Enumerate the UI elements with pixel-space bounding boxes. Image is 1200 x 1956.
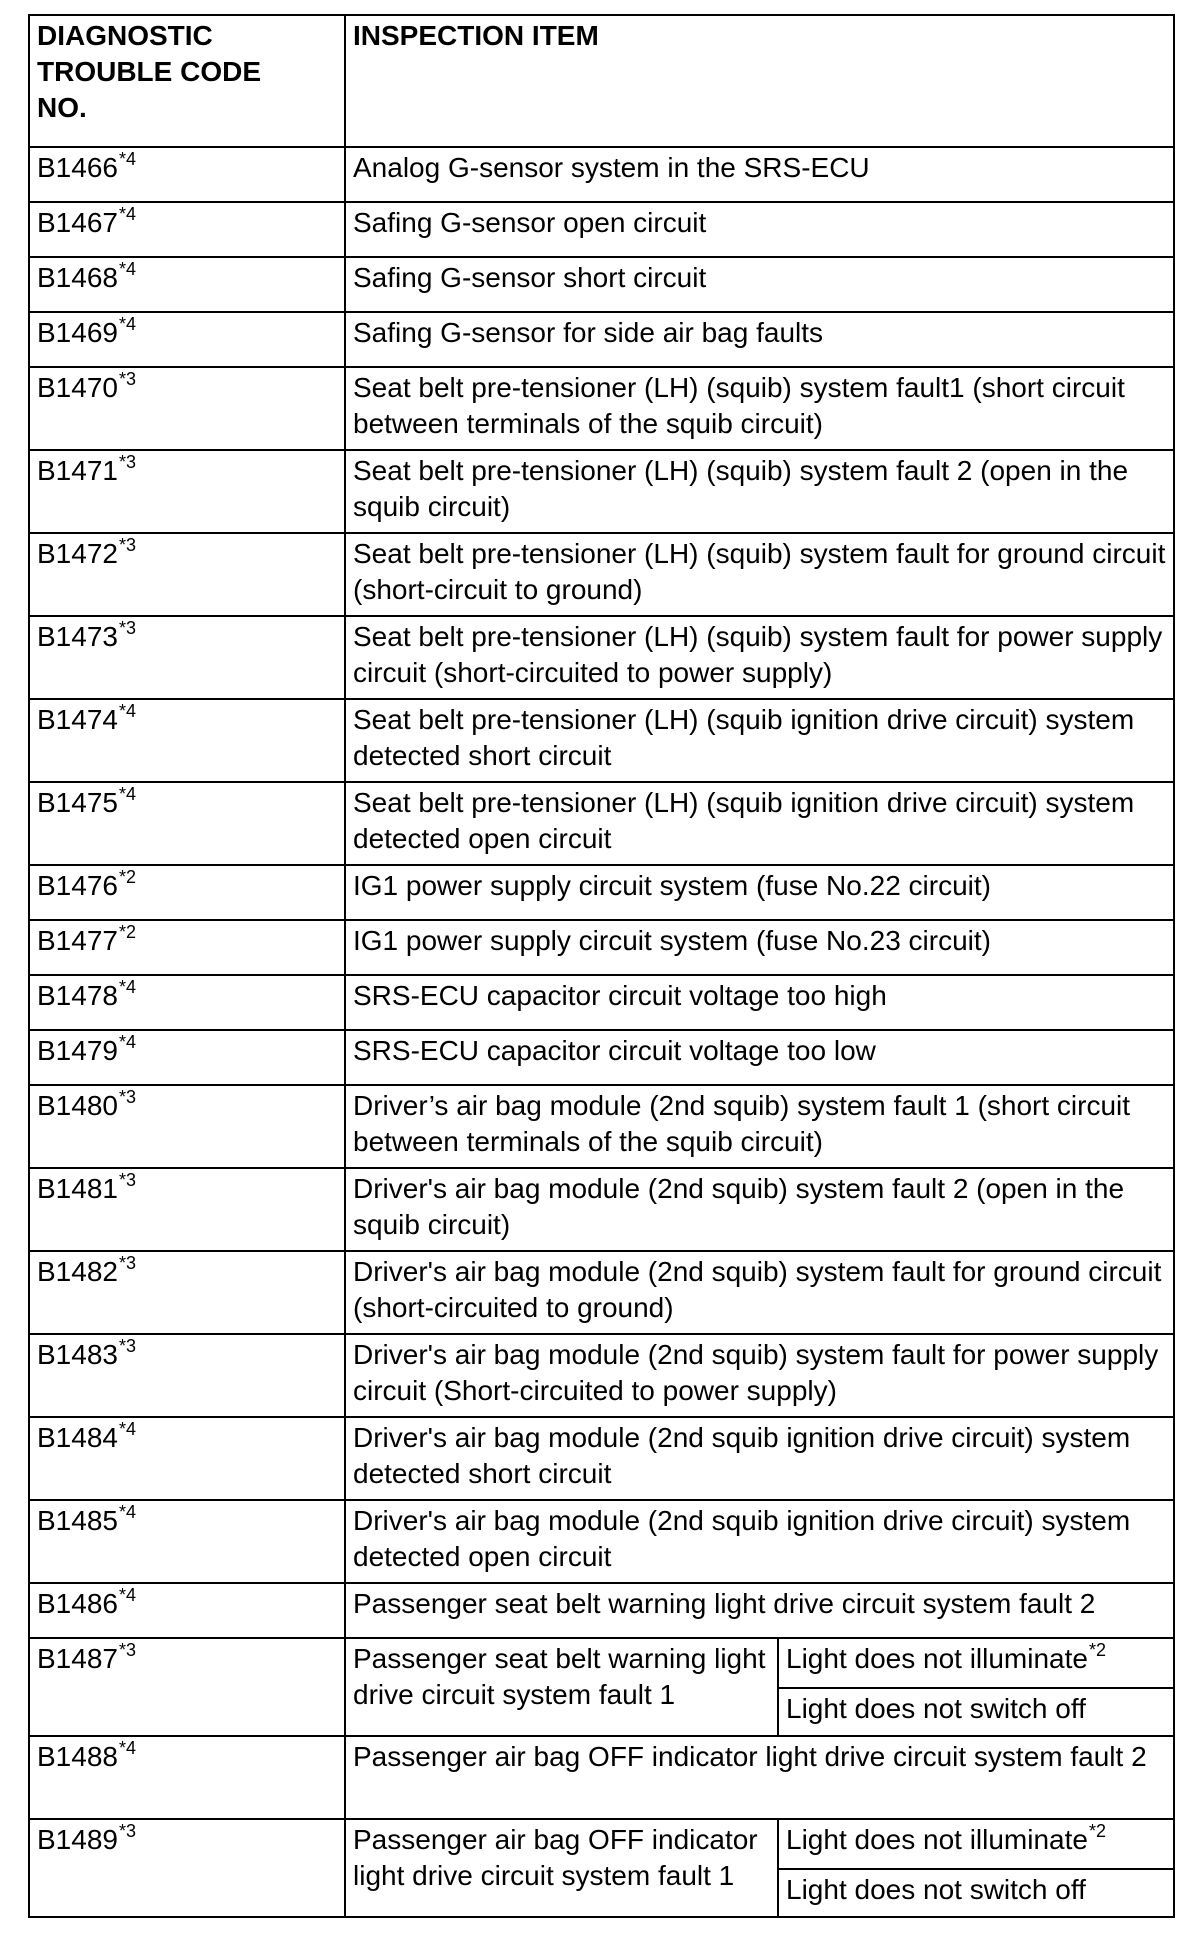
- inspection-item: Safing G-sensor for side air bag faults: [345, 312, 1174, 367]
- table-row: [29, 257, 1174, 312]
- inspection-item: Analog G-sensor system in the SRS-ECU: [345, 147, 1174, 202]
- dtc-code: B1483: [37, 1339, 118, 1370]
- table-row: [29, 1030, 1174, 1085]
- dtc-code: B1487: [37, 1643, 118, 1674]
- inspection-item: Safing G-sensor open circuit: [345, 202, 1174, 257]
- table-row: [29, 1819, 1174, 1869]
- inspection-item: Passenger seat belt warning light drive circuit system fault 2: [345, 1583, 1174, 1638]
- table-row: [29, 1334, 1174, 1417]
- dtc-note: *3: [118, 1336, 136, 1356]
- dtc-note: *3: [118, 535, 136, 555]
- sub-condition-text: Light does not illuminate: [786, 1824, 1088, 1855]
- inspection-item: Seat belt pre-tensioner (LH) (squib) system fault for ground circuit (short-circuit to ground): [345, 533, 1174, 616]
- dtc-note: *3: [118, 452, 136, 472]
- inspection-item: Seat belt pre-tensioner (LH) (squib) system fault for power supply circuit (short-circuited to power supply): [345, 616, 1174, 699]
- dtc-code-cell: [29, 782, 345, 865]
- dtc-code-cell: [29, 1417, 345, 1500]
- sub-condition-note: *2: [1088, 1640, 1106, 1660]
- dtc-code: B1470: [37, 372, 118, 403]
- dtc-note: *4: [118, 1502, 136, 1522]
- dtc-note: *4: [118, 1032, 136, 1052]
- table-row: [29, 1736, 1174, 1819]
- sub-condition-text: Light does not switch off: [786, 1874, 1086, 1905]
- dtc-code-cell: [29, 312, 345, 367]
- table-row: [29, 533, 1174, 616]
- dtc-code-cell: [29, 865, 345, 920]
- dtc-note: *3: [118, 1640, 136, 1660]
- dtc-code: B1478: [37, 980, 118, 1011]
- table-row: [29, 616, 1174, 699]
- dtc-note: *4: [118, 701, 136, 721]
- header-row: [29, 15, 1174, 147]
- dtc-code: B1482: [37, 1256, 118, 1287]
- dtc-code: B1468: [37, 262, 118, 293]
- dtc-note: *4: [118, 1738, 136, 1758]
- inspection-item: Driver's air bag module (2nd squib ignition drive circuit) system detected short circuit: [345, 1417, 1174, 1500]
- inspection-item: Driver’s air bag module (2nd squib) system fault 1 (short circuit between terminals of the squib circuit): [345, 1085, 1174, 1168]
- dtc-code-cell: [29, 257, 345, 312]
- table-row: [29, 975, 1174, 1030]
- dtc-code: B1488: [37, 1741, 118, 1772]
- sub-condition: [778, 1819, 1174, 1869]
- dtc-code: B1489: [37, 1824, 118, 1855]
- dtc-code-cell: [29, 450, 345, 533]
- dtc-note: *3: [118, 1087, 136, 1107]
- dtc-note: *3: [118, 369, 136, 389]
- dtc-code-cell: [29, 1819, 345, 1917]
- dtc-note: *4: [118, 259, 136, 279]
- dtc-code-cell: [29, 1085, 345, 1168]
- dtc-note: *4: [118, 149, 136, 169]
- dtc-note: *3: [118, 1253, 136, 1273]
- inspection-item: Seat belt pre-tensioner (LH) (squib ignition drive circuit) system detected short circuit: [345, 699, 1174, 782]
- table-row: [29, 367, 1174, 450]
- dtc-code-cell: [29, 1638, 345, 1736]
- inspection-item: Driver's air bag module (2nd squib) system fault for power supply circuit (Short-circuited to power supply): [345, 1334, 1174, 1417]
- dtc-code-cell: [29, 975, 345, 1030]
- inspection-item: Seat belt pre-tensioner (LH) (squib) system fault 2 (open in the squib circuit): [345, 450, 1174, 533]
- dtc-code-cell: [29, 1030, 345, 1085]
- dtc-code: B1485: [37, 1505, 118, 1536]
- table-row: [29, 312, 1174, 367]
- table-row: [29, 450, 1174, 533]
- dtc-code: B1471: [37, 455, 118, 486]
- dtc-note: *3: [118, 1170, 136, 1190]
- dtc-note: *3: [118, 618, 136, 638]
- sub-condition-text: Light does not illuminate: [786, 1643, 1088, 1674]
- dtc-code: B1477: [37, 925, 118, 956]
- table-row: [29, 1085, 1174, 1168]
- dtc-code: B1480: [37, 1090, 118, 1121]
- dtc-code-cell: [29, 367, 345, 450]
- inspection-item: IG1 power supply circuit system (fuse No.22 circuit): [345, 865, 1174, 920]
- dtc-code-cell: [29, 1500, 345, 1583]
- dtc-code: B1466: [37, 152, 118, 183]
- dtc-note: *4: [118, 204, 136, 224]
- table-row: [29, 1417, 1174, 1500]
- inspection-item: Driver's air bag module (2nd squib) system fault for ground circuit (short-circuited to ground): [345, 1251, 1174, 1334]
- dtc-note: *4: [118, 784, 136, 804]
- table-body: [29, 147, 1174, 1917]
- table-row: [29, 920, 1174, 975]
- dtc-note: *4: [118, 977, 136, 997]
- sub-condition-text: Light does not switch off: [786, 1693, 1086, 1724]
- dtc-note: *4: [118, 1585, 136, 1605]
- inspection-item: SRS-ECU capacitor circuit voltage too low: [345, 1030, 1174, 1085]
- dtc-code: B1472: [37, 538, 118, 569]
- dtc-code: B1474: [37, 704, 118, 735]
- dtc-code-cell: [29, 533, 345, 616]
- inspection-item: Passenger air bag OFF indicator light drive circuit system fault 1: [345, 1819, 778, 1917]
- dtc-code-cell: [29, 699, 345, 782]
- table-row: [29, 699, 1174, 782]
- inspection-item: SRS-ECU capacitor circuit voltage too high: [345, 975, 1174, 1030]
- table-row: [29, 1168, 1174, 1251]
- dtc-code-cell: [29, 616, 345, 699]
- dtc-code: B1473: [37, 621, 118, 652]
- dtc-note: *2: [118, 867, 136, 887]
- sub-condition-note: *2: [1088, 1821, 1106, 1841]
- dtc-code-cell: [29, 1168, 345, 1251]
- dtc-code-cell: [29, 1583, 345, 1638]
- dtc-code: B1481: [37, 1173, 118, 1204]
- inspection-item: IG1 power supply circuit system (fuse No.23 circuit): [345, 920, 1174, 975]
- dtc-note: *4: [118, 1419, 136, 1439]
- dtc-code: B1475: [37, 787, 118, 818]
- dtc-code-cell: [29, 920, 345, 975]
- dtc-note: *2: [118, 922, 136, 942]
- dtc-code-cell: [29, 202, 345, 257]
- dtc-code: B1476: [37, 870, 118, 901]
- table-row: [29, 202, 1174, 257]
- table-row: [29, 1583, 1174, 1638]
- dtc-code-cell: [29, 147, 345, 202]
- inspection-item: Seat belt pre-tensioner (LH) (squib) system fault1 (short circuit between terminals of the squib circuit): [345, 367, 1174, 450]
- inspection-item: Driver's air bag module (2nd squib ignition drive circuit) system detected open circuit: [345, 1500, 1174, 1583]
- dtc-code: B1486: [37, 1588, 118, 1619]
- dtc-code-cell: [29, 1251, 345, 1334]
- table-row: [29, 147, 1174, 202]
- dtc-code: B1479: [37, 1035, 118, 1066]
- dtc-code-cell: [29, 1334, 345, 1417]
- dtc-note: *4: [118, 314, 136, 334]
- inspection-item: Driver's air bag module (2nd squib) system fault 2 (open in the squib circuit): [345, 1168, 1174, 1251]
- dtc-note: *3: [118, 1821, 136, 1841]
- inspection-item: Passenger air bag OFF indicator light drive circuit system fault 2: [345, 1736, 1174, 1819]
- table-row: [29, 1251, 1174, 1334]
- dtc-code: B1469: [37, 317, 118, 348]
- sub-condition: [778, 1688, 1174, 1736]
- table-row: [29, 782, 1174, 865]
- dtc-code: B1484: [37, 1422, 118, 1453]
- dtc-code-cell: [29, 1736, 345, 1819]
- sub-condition: [778, 1869, 1174, 1917]
- table-row: [29, 865, 1174, 920]
- header-code: DIAGNOSTIC TROUBLE CODE NO.: [29, 15, 345, 147]
- dtc-table: [28, 14, 1175, 1918]
- sub-condition: [778, 1638, 1174, 1688]
- table-row: [29, 1638, 1174, 1688]
- table-row: [29, 1500, 1174, 1583]
- inspection-item: Seat belt pre-tensioner (LH) (squib ignition drive circuit) system detected open circuit: [345, 782, 1174, 865]
- inspection-item: Passenger seat belt warning light drive circuit system fault 1: [345, 1638, 778, 1736]
- inspection-item: Safing G-sensor short circuit: [345, 257, 1174, 312]
- header-item: INSPECTION ITEM: [345, 15, 1174, 147]
- dtc-code: B1467: [37, 207, 118, 238]
